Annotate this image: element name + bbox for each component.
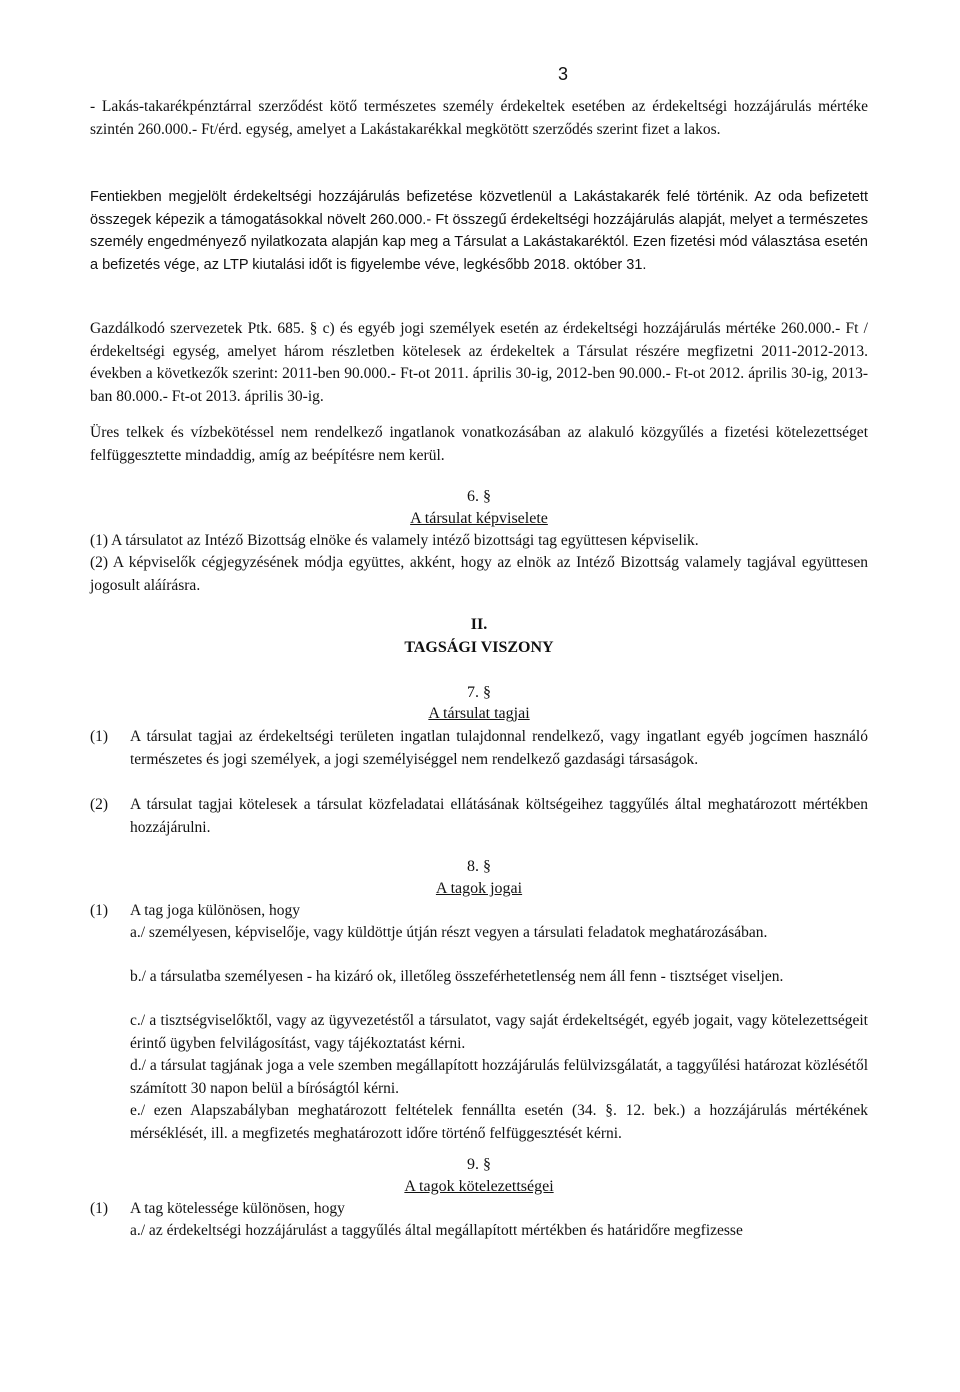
section-9-lead: A tag kötelessége különösen, hogy (130, 1200, 345, 1217)
section-6-title: A társulat képviselete (410, 510, 548, 527)
section-9-number: 9. § (467, 1156, 491, 1173)
section-6-number: 6. § (467, 488, 491, 505)
section-9-title: A tagok kötelezettségei (404, 1178, 554, 1195)
section-8-title: A tagok jogai (435, 880, 523, 897)
paragraph-gazdalkodo: Gazdálkodó szervezetek Ptk. 685. § c) és egyéb jogi személyek esetén az érdekeltségi hozzájárulás mértéke 260.000.- Ft / érdekeltségi egység, amelyet három részletben kötelesek az érdekeltek a Társulat részére megfizetni 2011-2012-2013. években a következők szerint: 2011-ben 90.000.- Ft-ot 2011. április 30-ig, 2012-ben 90.000.- Ft-ot 2012. április 30-ig, 2013-ban 80.000.- Ft-ot 2013. április 30-ig. (90, 320, 868, 405)
section-8-item-a: a./ személyesen, képviselője, vagy küldöttje útján részt vegyen a társulati feladatok meghatározásában. (130, 924, 768, 941)
section-8-lead-number: (1) (90, 902, 109, 919)
section-8-item-b: b./ a társulatba személyesen - ha kizáró ok, illetőleg összeférhetetlenség nem áll fenn - tisztséget viseljen. (130, 968, 784, 985)
paragraph-ltp: - Lakás-takarékpénztárral szerződést kötő természetes személy érdekeltek esetében az érdekeltségi hozzájárulás mértéke szintén 260.000.- Ft/érd. egység, amelyet a Lakástakarékkal megkötött szerződés szerint fizet a lakos. (90, 98, 868, 138)
section-6-p1: (1) A társulatot az Intéző Bizottság elnöke és valamely intéző bizottsági tag együttesen képviselik. (90, 532, 699, 549)
section-7-item-2: A társulat tagjai kötelesek a társulat közfeladatai ellátásának költségeihez taggyűlés által meghatározott mértékben hozzájárulni. (130, 796, 868, 836)
paragraph-lakastakarek: Fentiekben megjelölt érdekeltségi hozzájárulás befizetése közvetlenül a Lakástakarék felé történik. Az oda befizetett összegek képezik a támogatásokkal növelt 260.000.- Ft összegű érdekeltségi hozzájárulás alapját, melyet a természetes személy engedményező nyilatkozata alapján kap meg a Társulat a Lakástakaréktól. Ezen fizetési mód választása esetén a befizetés vége, az LTP kiutalási időt is figyelembe véve, legkésőbb 2018. október 31. (90, 189, 868, 273)
paragraph-ures-telkek: Üres telkek és vízbekötéssel nem rendelkező ingatlanok vonatkozásában az alakuló közgyűlés a fizetési kötelezettséget felfüggesztette mindaddig, amíg az beépítésre nem kerül. (90, 424, 868, 464)
section-7-number: 7. § (467, 684, 491, 701)
section-8-item-d: d./ a társulat tagjának joga a vele szemben megállapított hozzájárulás felülvizsgálatát, a taggyűlési határozat közlésétől számított 30 napon belül a bíróságtól kérni. (130, 1057, 868, 1097)
section-7-item-1-number: (1) (90, 728, 109, 745)
section-8-item-e: e./ ezen Alapszabályban meghatározott feltételek fennállta esetén (34. §. 12. bek.) a hozzájárulás mértékének mérséklését, ill. a megfizetés meghatározott időre történő felfüggesztését kérni. (130, 1102, 868, 1142)
section-7-item-1: A társulat tagjai az érdekeltségi területen ingatlan tulajdonnal rendelkező, vagy ingatlant egyéb jogcímen használó természetes és jogi személyek, a jogi személyiséggel nem rendelkező gazdasági társaságok. (130, 728, 868, 768)
section-9-lead-number: (1) (90, 1200, 109, 1217)
section-8-lead: A tag joga különösen, hogy (130, 902, 301, 919)
chapter-title: TAGSÁGI VISZONY (404, 639, 554, 656)
chapter-number: II. (470, 616, 488, 633)
section-8-number: 8. § (467, 858, 491, 875)
section-9-item-a: a./ az érdekeltségi hozzájárulást a taggyűlés által megállapított mértékben és határidőre megfizesse (130, 1222, 743, 1239)
page-number: 3 (558, 64, 569, 84)
section-6-p2: (2) A képviselők cégjegyzésének módja együttes, akként, hogy az elnök az Intéző Bizottság valamely tagjával együttesen jogosult aláírásra. (90, 554, 868, 594)
section-8-item-c: c./ a tisztségviselőktől, vagy az ügyvezetéstől a társulatot, vagy saját érdekeltségét, egyéb jogait, vagy kötelezettségeit érintő ügyben felvilágosítást, vagy tájékoztatást kérni. (130, 1012, 868, 1052)
section-7-title: A társulat tagjai (428, 705, 530, 722)
section-7-item-2-number: (2) (90, 796, 109, 813)
